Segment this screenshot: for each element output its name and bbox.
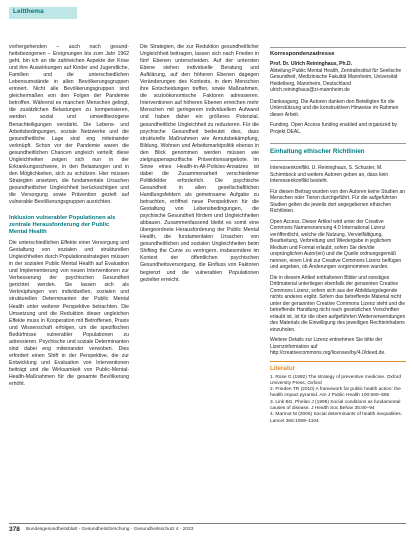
literature-item: 3. Link BG, Phelan J (1995) Social conditions as fundamental causes of disease. J Health Soc Behav 35:80–94 bbox=[270, 399, 401, 412]
section-tag bbox=[9, 7, 77, 19]
correspondence-author: Prof. Dr. Ulrich Reininghaus, Ph.D. bbox=[270, 61, 352, 67]
journal-footer: Bundesgesundheitsblatt - Gesundheitsforschung - Gesundheitsschutz 4 · 2023 bbox=[26, 527, 194, 532]
literature-rule bbox=[270, 361, 406, 362]
correspondence-email[interactable]: ulrich.reininghaus@zi-mannheim.de bbox=[270, 87, 350, 93]
literature-list bbox=[270, 375, 406, 425]
section-heading: Inklusion vulnerabler Populationen als zentrale Herausforderung der Public Mental Health bbox=[9, 215, 116, 236]
correspondence-title: Korrespondenzadresse bbox=[270, 51, 335, 57]
ethics-statement: Für diesen Beitrag wurden von den Autoren keine Studien an Menschen oder Tieren durchgeführt. Für die aufgeführten Studien gelten die jeweils dort angegebenen ethischen Richtlinien. bbox=[270, 188, 406, 214]
literature-title: Literatur bbox=[270, 364, 296, 372]
ethics-title-rule bbox=[270, 160, 406, 161]
text-column-2 bbox=[140, 44, 259, 284]
ethics-title: Einhaltung ethischer Richtlinien bbox=[270, 148, 365, 155]
section-tag-label: Leitthema bbox=[13, 8, 44, 15]
license-link[interactable]: Weitere Details zur Lizenz entnehmen Sie bitte der Lizenzinformation auf http://creativecommons.org/licenses/by/4.0/deed.de. bbox=[270, 337, 386, 356]
text-column-1 bbox=[9, 44, 129, 388]
correspondence-address: Abteilung Public Mental Health, Zentralinstitut für Seelische Gesundheit, Medizinische Fakultät Mannheim, Universität Heidelberg, Mannheim, Deutschland bbox=[270, 67, 402, 87]
page-number: 378 bbox=[9, 526, 20, 533]
ethics-box bbox=[270, 165, 406, 357]
sidebar-top-rule bbox=[270, 47, 406, 48]
page-footer bbox=[9, 523, 406, 533]
literature-item: 2. Frieden TR (2010) A framework for public health action: the health impact pyramid. Am J Public Health 100:590–595 bbox=[270, 387, 401, 399]
conflict-of-interest: Interessenkonflikt. U. Reininghaus, S. Schuster, M. Schirmbeck und weitere Autoren geben an, dass kein Interessenkonflikt besteht. bbox=[270, 165, 389, 184]
open-access-statement: Open Access. Dieser Artikel wird unter der Creative Commons Namensnennung 4.0 International Lizenz veröffentlicht, welche die Nutzung, Vervielfältigung, Bearbeitung, Verbreitung und Wiedergabe in jeglichem Medium und Format erlaubt, sofern Sie den/die ursprünglichen Autor(en) und die Quelle ordnungsgemäß nennen, einen Link zur Creative Commons Lizenz beifügen und angeben, ob Änderungen vorgenommen wurden. bbox=[270, 218, 402, 270]
col1-top-paragraph: vorhergehenden – auch nach gesund-heitsbezogenen – Ereignungen bis zum Jahr 1962 geht, bin ich an die zahlreichen Aspekte der Krise und ihre Auswirkungen auf Kinder und Jugendliche, Familien und die unterschiedlichen Lebensumstände in allen Bevölkerungsgruppen erinnert. Nicht alle Bevölkerungsgruppen sind gleichermaßen von den Folgen der Pandemie betroffen. Während es manchen Menschen gelingt, die zusätzlichen Belastungen zu kompensieren, werden sozial und umweltbezogene Benachteiligungen verstärkt. Die Lebens- und Arbeitsbedingungen, soziale Netzwerke und die gesundheitliche Lage sind eng miteinander verknüpft. Schon vor der Pandemie waren die gesundheitlichen Chancen ungleich verteilt; diese Ungleichheiten zeigen sich nun in der Erkrankungsschwere, in den Belastungen und in den Möglichkeiten, sich zu schützen. Hier müssen Strategien ansetzen, die fundamentale Ursachen gesundheitlicher Ungleichheit berücksichtigen und die Versorgung sowie Prävention gezielt auf vulnerable Bevölkerungsgruppen ausrichten. bbox=[9, 44, 129, 206]
literature-item: 1. Rose G (1992) The strategy of preventive medicine. Oxford University Press, Oxford bbox=[270, 374, 402, 386]
acknowledgement-note: Danksagung. Die Autoren danken den Beteiligten für die Unterstützung und die konstruktiven Hinweise im Rahmen dieser Arbeit. bbox=[270, 98, 399, 118]
col2-body-paragraph: Die Strategien, die zur Reduktion gesundheitlicher Ungleichheit beitragen, lassen sich nach Frieden in fünf Ebenen unterscheiden. Auf der untersten Ebene stehen individuelle Beratung und Aufklärung, auf den höheren Ebenen dagegen Veränderungen des Kontexts, in dem Menschen ihre Entscheidungen treffen, sowie Maßnahmen, die sozioökonomische Faktoren adressieren. Interventionen auf höheren Ebenen erreichen mehr Menschen mit geringerem individuellem Aufwand und haben daher ein größeres Potenzial, gesundheitliche Ungleichheit zu reduzieren. Für die psychische Gesundheit bedeutet dies, dass strukturelle Maßnahmen wie Armutsbekämpfung, Bildung, Wohnen und Arbeitsmarktpolitik ebenso in den Blick genommen werden müssen wie zielgruppenspezifische Präventionsangebote. Im Sinne eines Health-in-All-Policies-Ansatzes ist dabei die Zusammenarbeit verschiedener Politikfelder erforderlich. Die psychische Gesundheit in allen gesellschaftlichen Handlungsfeldern als gemeinsame Aufgabe zu betrachten, eröffnet neue Perspektiven für die Gestaltung von Lebensbedingungen, die psychische Gesundheit fördern und Ungleichheiten abbauen. Zusammenfassend bleibt es somit eine übergeordnete Herausforderung der Public Mental Health, die fundamentalen Ursachen von gesundheitlichen und sozialen Ungleichheiten beim Shifting the Curve zu verringern, insbesondere im Kontext der öffentlichen psychischen Gesundheitsversorgung, die Einfluss von Faktoren begrenzt und die vulnerablen Populationen gezielter erreicht. bbox=[140, 44, 259, 283]
third-party-statement: Die in diesem Artikel enthaltenen Bilder und sonstiges Drittmaterial unterliegen ebenfalls der genannten Creative Commons Lizenz, sofern sich aus der Abbildungslegende nichts anderes ergibt. Sofern das betreffende Material nicht unter der genannten Creative Commons Lizenz steht und die betreffende Handlung nicht nach gesetzlichen Vorschriften erlaubt ist, ist für die oben aufgeführten Weiterverwendungen des Materials die Einwilligung des jeweiligen Rechteinhabers einzuholen. bbox=[270, 274, 406, 333]
funding-note: Funding. Open Access funding enabled and organized by Projekt DEAL. bbox=[270, 122, 398, 135]
ethics-top-rule bbox=[270, 143, 406, 144]
sidebar-column bbox=[270, 47, 406, 425]
literature-item: 4. Marmot M (2005) Social determinants of health inequalities. Lancet 365:1099–1104 bbox=[270, 412, 402, 424]
footer-rule bbox=[9, 523, 406, 524]
col1-body-paragraph: Die unterschiedlichen Effekte einer Versorgung und Gestaltung von sozialen und strukturellen Ungleichheiten durch Populationsstrategien müssen in der sozialen Public Mental Health auf Evaluation und Implementierung von neuen Interventionen zur Verbesserung der psychischen Gesundheit gerichtet werden. Sie lassen sich als Verknüpfungen von individuellen, sozialen und strukturellen Determinanten der Public Mental Health unter weiterer Perspektive betrachten. Die Umsetzung und die Reduktion dieser ungleichen Effekte muss in Kooperation mit Betroffenen, Praxis und Wissenschaft erfolgen, um die spezifischen Bedürfnisse vulnerabler Populationen zu adressieren. Psychische und soziale Determinanten sind dabei eng miteinander verwoben. Dies erfordert einen Shift in der Perspektive, die zur Entwicklung und Evaluation von Interventionen beiträgt und die Wirksamkeit von Public-Mental-Health-Maßnahmen für die gesamte Bevölkerung erhöht. bbox=[9, 240, 129, 388]
